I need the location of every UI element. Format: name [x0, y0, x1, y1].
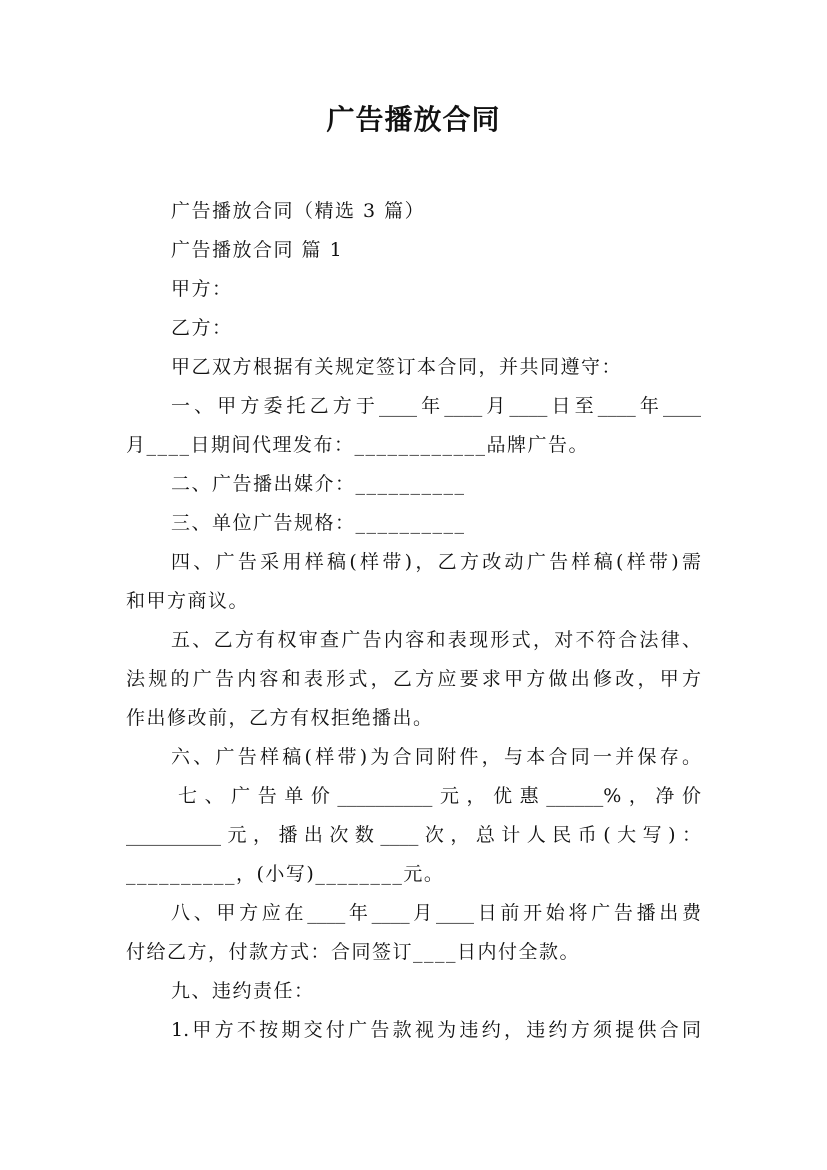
- paragraph-line: __________，(小写)________元。: [126, 863, 445, 885]
- paragraph-line: 九、违约责任：: [171, 980, 315, 1002]
- paragraph-line: 二、广告播出媒介：__________: [171, 473, 466, 495]
- paragraph-line: 四、广告采用样稿(样带)，乙方改动广告样稿(样带)需: [171, 551, 701, 573]
- paragraph-line: __________元，播出次数____次，总计人民币(大写)：: [126, 824, 701, 846]
- party-b-line: 乙方：: [171, 317, 233, 339]
- paragraph-line: 法规的广告内容和表形式，乙方应要求甲方做出修改，甲方: [126, 668, 701, 690]
- document-title: 广告播放合同: [326, 103, 501, 136]
- paragraph-line: 五、乙方有权审查广告内容和表现形式，对不符合法律、: [171, 629, 701, 651]
- section-heading: 广告播放合同 篇 1: [171, 239, 344, 261]
- paragraph-line: 付给乙方，付款方式：合同签订____日内付全款。: [126, 941, 581, 963]
- paragraph-line: 甲乙双方根据有关规定签订本合同，并共同遵守：: [171, 356, 623, 378]
- paragraph-line: 和甲方商议。: [126, 590, 250, 612]
- party-a-line: 甲方：: [171, 278, 233, 300]
- paragraph-line: 作出修改前，乙方有权拒绝播出。: [126, 707, 434, 729]
- paragraph-line: 三、单位广告规格：__________: [171, 512, 466, 534]
- paragraph-line: 七、广告单价__________元，优惠______%，净价: [178, 785, 701, 807]
- paragraph-line: 一、甲方委托乙方于____年____月____日至____年____: [171, 395, 701, 417]
- subtitle-line: 广告播放合同（精选 3 篇）: [171, 200, 426, 222]
- paragraph-line: 六、广告样稿(样带)为合同附件，与本合同一并保存。: [171, 746, 701, 768]
- paragraph-line: 八、甲方应在____年____月____日前开始将广告播出费: [171, 902, 701, 924]
- paragraph-line: 1.甲方不按期交付广告款视为违约，违约方须提供合同: [171, 1019, 701, 1041]
- paragraph-line: 月____日期间代理发布：____________品牌广告。: [126, 434, 590, 456]
